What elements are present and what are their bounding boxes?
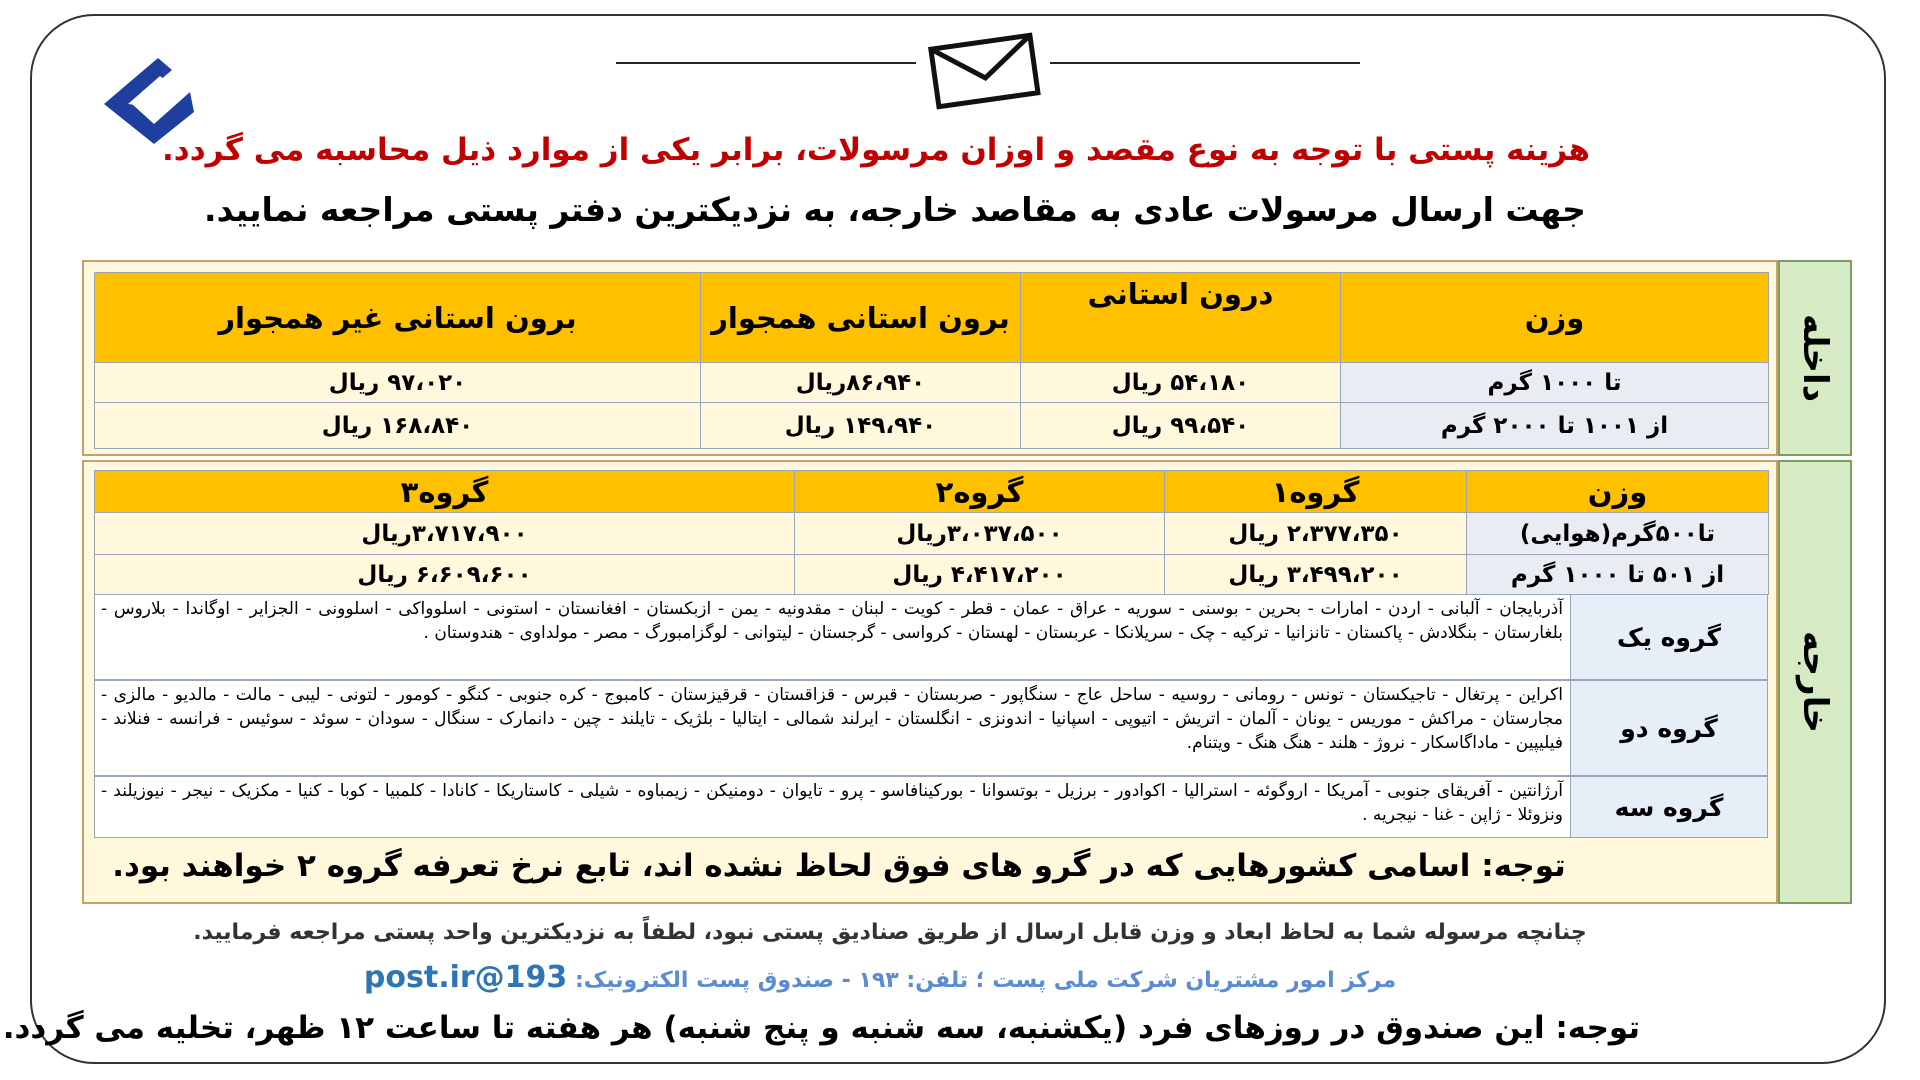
- intl-cell: ۳،۷۱۷،۹۰۰ریال: [95, 513, 795, 555]
- group-countries: آرژانتین - آفریقای جنوبی - آمریکا - اروگوئه - استرالیا - اکوادور - برزیل - بوتسوانا - بورکینافاسو - پرو - تایوان - دومنیکن - زیمباوه - شیلی - کاستاریکا - کانادا - کلمبیا - کوبا - کنیا - مکزیک - نیجر - نیوزیلند - ونزوئلا - ژاپن - غنا - نیجریه .: [101, 781, 1563, 825]
- group-countries: آذربایجان - آلبانی - اردن - امارات - بحرین - بوسنی - سوریه - عراق - عمان - قطر - کویت - لبنان - مقدونیه - یمن - ازبکستان - افغانستان - استونی - اسلوواکی - اسلوونی - الجزایر - اوگاندا - بلاروس - بلغارستان - بنگلادش - پاکستان - تانزانیا - ترکیه - چک - سریلانکا - عربستان - لهستان - کرواسی - گرجستان - لیتوانی - لوگزامبورگ - مصر - مولداوی - هندوستان .: [101, 599, 1563, 643]
- domestic-cell: ۹۹،۵۴۰ ریال: [1021, 403, 1341, 449]
- domestic-cell: ۱۴۹،۹۴۰ ریال: [701, 403, 1021, 449]
- intl-cell: ۴،۴۱۷،۲۰۰ ریال: [795, 555, 1165, 595]
- country-group-2: [94, 680, 1768, 776]
- domestic-side-label: داخله: [1778, 260, 1852, 456]
- group-countries: اکراین - پرتغال - تاجیکستان - تونس - رومانی - روسیه - ساحل عاج - سنگاپور - صربستان - قبرس - قزاقستان - قرقیزستان - کامبوج - کره جنوبی - کنگو - کومور - لتونی - لیبی - مالت - مالدیو - مالزی - مجارستان - مراکش - موریس - یونان - آلمان - اتریش - اتیوپی - اسپانیا - اندونزی - انگلستان - ایرلند شمالی - ایتالیا - بلژیک - تایلند - چین - دانمارک - سنگال - سودان - سوئد - سوئیس - فرانسه - فنلاند - فیلیپین - ماداگاسکار - نروژ - هلند - هنگ هنگ - ویتنام.: [101, 685, 1563, 753]
- title-black: جهت ارسال مرسولات عادی به مقاصد خارجه، به نزدیکترین دفتر پستی مراجعه نمایید.: [204, 190, 1586, 229]
- envelope-icon: [924, 20, 1044, 116]
- domestic-table: [94, 272, 1769, 449]
- country-groups: [94, 594, 1768, 844]
- intl-cell: ۲،۳۷۷،۳۵۰ ریال: [1165, 513, 1467, 555]
- mailbox-schedule-note: توجه: این صندوق در روزهای فرد (یکشنبه، سه شنبه و پنج شنبه) هر هفته تا ساعت ۱۲ ظهر، تخلیه می گردد.: [2, 1010, 1640, 1046]
- intl-cell: از ۵۰۱ تا ۱۰۰۰ گرم: [1467, 555, 1769, 595]
- domestic-header-neighbor: برون استانی همجوار: [701, 273, 1021, 363]
- title-red: هزینه پستی با توجه به نوع مقصد و اوزان مرسولات، برابر یکی از موارد ذیل محاسبه می گردد.: [162, 132, 1590, 168]
- intl-header-group1: گروه۱: [1165, 471, 1467, 513]
- group-label: گروه دو: [1570, 681, 1767, 775]
- divider-line-right: [1050, 62, 1360, 64]
- email-link[interactable]: 193@post.ir: [363, 960, 568, 995]
- country-group-1: [94, 594, 1768, 680]
- group-label: گروه سه: [1570, 777, 1767, 837]
- divider-line-left: [616, 62, 916, 64]
- domestic-cell: ۱۶۸،۸۴۰ ریال: [95, 403, 701, 449]
- international-side-label: خارجه: [1778, 460, 1852, 904]
- contact-line: [160, 960, 1600, 995]
- domestic-header-weight: وزن: [1341, 273, 1769, 363]
- country-group-3: [94, 776, 1768, 838]
- intl-cell: تا۵۰۰گرم(هوایی): [1467, 513, 1769, 555]
- intl-cell: ۳،۴۹۹،۲۰۰ ریال: [1165, 555, 1467, 595]
- intl-header-group3: گروه۳: [95, 471, 795, 513]
- domestic-cell: تا ۱۰۰۰ گرم: [1341, 363, 1769, 403]
- domestic-cell: ۹۷،۰۲۰ ریال: [95, 363, 701, 403]
- domestic-cell: از ۱۰۰۱ تا ۲۰۰۰ گرم: [1341, 403, 1769, 449]
- footer-note: چنانچه مرسوله شما به لحاظ ابعاد و وزن قابل ارسال از طریق صنادیق پستی نبود، لطفاً به نزدیکترین واحد پستی مراجعه فرمایید.: [193, 920, 1587, 945]
- contact-text: مرکز امور مشتریان شرکت ملی پست ؛ تلفن: ۱۹۳ - صندوق پست الکترونیک:: [574, 968, 1397, 993]
- domestic-header-intra: درون استانی: [1021, 273, 1341, 363]
- group-label: گروه یک: [1570, 595, 1767, 679]
- intl-header-group2: گروه۲: [795, 471, 1165, 513]
- international-table: [94, 470, 1769, 595]
- domestic-header-nonneighbor: برون استانی غیر همجوار: [95, 273, 701, 363]
- domestic-cell: ۵۴،۱۸۰ ریال: [1021, 363, 1341, 403]
- intl-cell: ۳،۰۳۷،۵۰۰ریال: [795, 513, 1165, 555]
- intl-cell: ۶،۶۰۹،۶۰۰ ریال: [95, 555, 795, 595]
- groups-note: توجه: اسامی کشورهایی که در گرو های فوق لحاظ نشده اند، تابع نرخ تعرفه گروه ۲ خواهند بود.: [112, 848, 1566, 884]
- domestic-cell: ۸۶،۹۴۰ریال: [701, 363, 1021, 403]
- intl-header-weight: وزن: [1467, 471, 1769, 513]
